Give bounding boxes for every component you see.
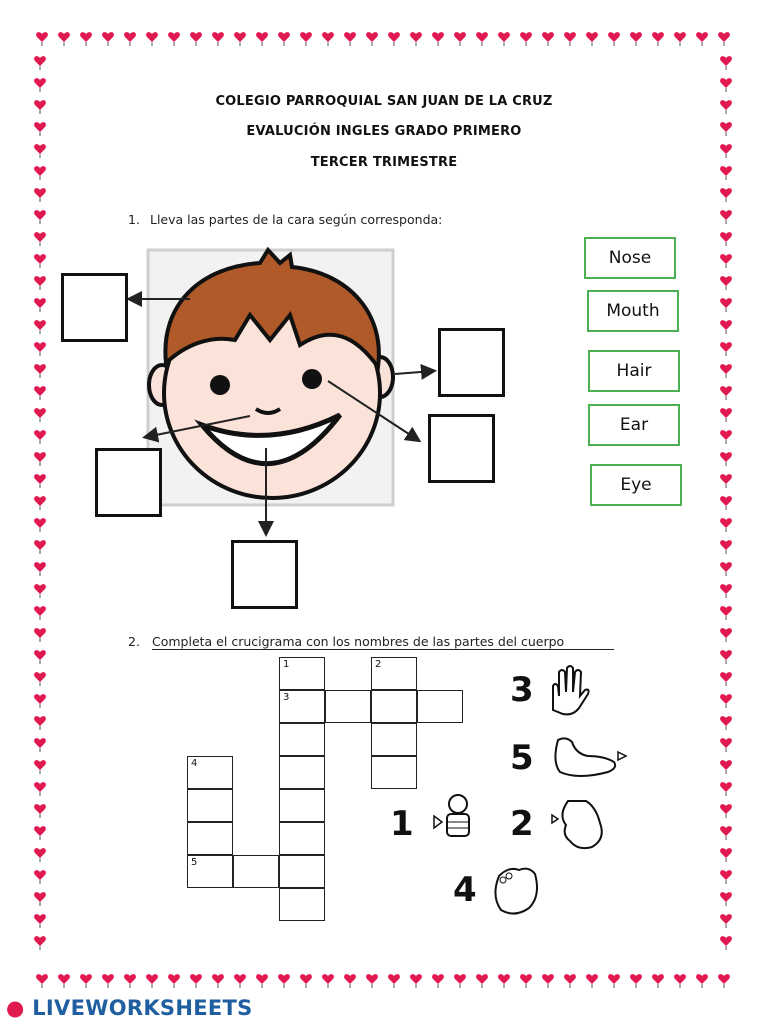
heart-icon — [146, 974, 158, 988]
heart-icon — [720, 672, 732, 686]
heart-icon — [34, 870, 46, 884]
heart-icon — [564, 974, 576, 988]
foot-toes-icon — [485, 860, 550, 922]
crossword-cell[interactable] — [233, 855, 279, 888]
crossword-cell[interactable] — [279, 723, 325, 756]
heart-icon — [212, 974, 224, 988]
question2-number: 2. — [128, 634, 140, 649]
heart-icon — [498, 974, 510, 988]
heart-icon — [34, 738, 46, 752]
question1-number: 1. — [128, 212, 140, 227]
heart-icon — [388, 974, 400, 988]
answer-box-nose[interactable] — [95, 448, 162, 517]
crossword-cell[interactable] — [279, 855, 325, 888]
heart-icon — [720, 716, 732, 730]
heart-icon — [34, 650, 46, 664]
heart-icon — [454, 974, 466, 988]
clue-big-number: 5 — [510, 738, 534, 778]
crossword-cell[interactable] — [279, 789, 325, 822]
clue-number: 4 — [191, 758, 198, 769]
heart-icon — [190, 974, 202, 988]
crossword-cell[interactable] — [325, 690, 371, 723]
heart-icon — [58, 974, 70, 988]
heart-icon — [696, 974, 708, 988]
crossword-cell[interactable] — [371, 723, 417, 756]
heart-icon — [34, 914, 46, 928]
liveworksheets-logo — [6, 996, 253, 1020]
heart-icon — [630, 974, 642, 988]
face-profile-icon — [548, 795, 613, 857]
crossword-cell[interactable] — [279, 756, 325, 789]
foot-icon — [548, 732, 633, 782]
heart-icon — [720, 760, 732, 774]
term-title: TERCER TRIMESTRE — [310, 155, 458, 170]
heart-icon — [80, 974, 92, 988]
heart-icon — [34, 892, 46, 906]
heart-icon — [34, 716, 46, 730]
heart-icon — [720, 936, 732, 950]
heart-icon — [720, 694, 732, 708]
brand-name: LIVEWORKSHEETS — [32, 996, 253, 1020]
heart-icon — [720, 826, 732, 840]
answer-box-mouth[interactable] — [231, 540, 298, 609]
clue-big-number: 1 — [390, 804, 414, 844]
clue-big-number: 2 — [510, 804, 534, 844]
crossword-cell[interactable] — [187, 756, 233, 789]
label-card-mouth[interactable]: Mouth — [587, 290, 679, 332]
logo-mark: ● — [6, 996, 25, 1020]
heart-icon — [476, 974, 488, 988]
heart-icon — [344, 974, 356, 988]
heart-icon — [674, 974, 686, 988]
crossword-cell[interactable] — [279, 888, 325, 921]
label-card-nose[interactable]: Nose — [584, 237, 676, 279]
heart-icon — [720, 738, 732, 752]
exam-title: EVALUCIÓN INGLES GRADO PRIMERO — [246, 124, 522, 139]
clue-number: 5 — [191, 857, 198, 868]
heart-icon — [718, 974, 730, 988]
crossword-cell[interactable] — [417, 690, 463, 723]
crossword-cell[interactable] — [187, 789, 233, 822]
heart-icon — [720, 870, 732, 884]
crossword-cell[interactable] — [371, 690, 417, 723]
heart-icon — [34, 848, 46, 862]
label-card-ear[interactable]: Ear — [588, 404, 680, 446]
crossword-cell[interactable] — [187, 855, 233, 888]
clue-big-number: 3 — [510, 670, 534, 710]
crossword-cell[interactable] — [371, 657, 417, 690]
heart-icon — [234, 974, 246, 988]
heart-icon — [34, 782, 46, 796]
heart-icon — [256, 974, 268, 988]
heart-icon — [520, 974, 532, 988]
heart-icon — [432, 974, 444, 988]
heart-icon — [300, 974, 312, 988]
crossword-cell[interactable] — [187, 822, 233, 855]
label-card-hair[interactable]: Hair — [588, 350, 680, 392]
boy-body-icon — [430, 792, 490, 852]
clue-big-number: 4 — [453, 870, 477, 910]
heart-icon — [720, 848, 732, 862]
crossword-cell[interactable] — [279, 822, 325, 855]
heart-icon — [720, 650, 732, 664]
label-card-eye[interactable]: Eye — [590, 464, 682, 506]
heart-icon — [586, 974, 598, 988]
question1-text: Lleva las partes de la cara según corresponda: — [150, 212, 443, 227]
heart-icon — [36, 974, 48, 988]
question2-text: Completa el crucigrama con los nombres de las partes del cuerpo — [152, 634, 614, 650]
clue-number: 2 — [375, 659, 382, 670]
answer-box-ear[interactable] — [438, 328, 505, 397]
school-name: COLEGIO PARROQUIAL SAN JUAN DE LA CRUZ — [215, 94, 553, 109]
heart-icon — [652, 974, 664, 988]
heart-icon — [366, 974, 378, 988]
heart-icon — [608, 974, 620, 988]
crossword-cell[interactable] — [371, 756, 417, 789]
crossword-cell[interactable] — [279, 657, 325, 690]
heart-icon — [168, 974, 180, 988]
heart-icon — [34, 672, 46, 686]
heart-icon — [720, 804, 732, 818]
heart-icon — [278, 974, 290, 988]
heart-icon — [720, 892, 732, 906]
hand-icon — [545, 662, 595, 722]
heart-icon — [322, 974, 334, 988]
heart-icon — [542, 974, 554, 988]
heart-icon — [102, 974, 114, 988]
crossword-cell[interactable] — [279, 690, 325, 723]
heart-icon — [720, 782, 732, 796]
heart-icon — [34, 694, 46, 708]
answer-box-eye[interactable] — [428, 414, 495, 483]
heart-icon — [34, 760, 46, 774]
heart-icon — [34, 936, 46, 950]
clue-number: 3 — [283, 692, 290, 703]
heart-icon — [34, 804, 46, 818]
answer-box-hair[interactable] — [61, 273, 128, 342]
clue-number: 1 — [283, 659, 290, 670]
heart-icon — [34, 826, 46, 840]
heart-icon — [720, 914, 732, 928]
heart-icon — [410, 974, 422, 988]
heart-icon — [124, 974, 136, 988]
